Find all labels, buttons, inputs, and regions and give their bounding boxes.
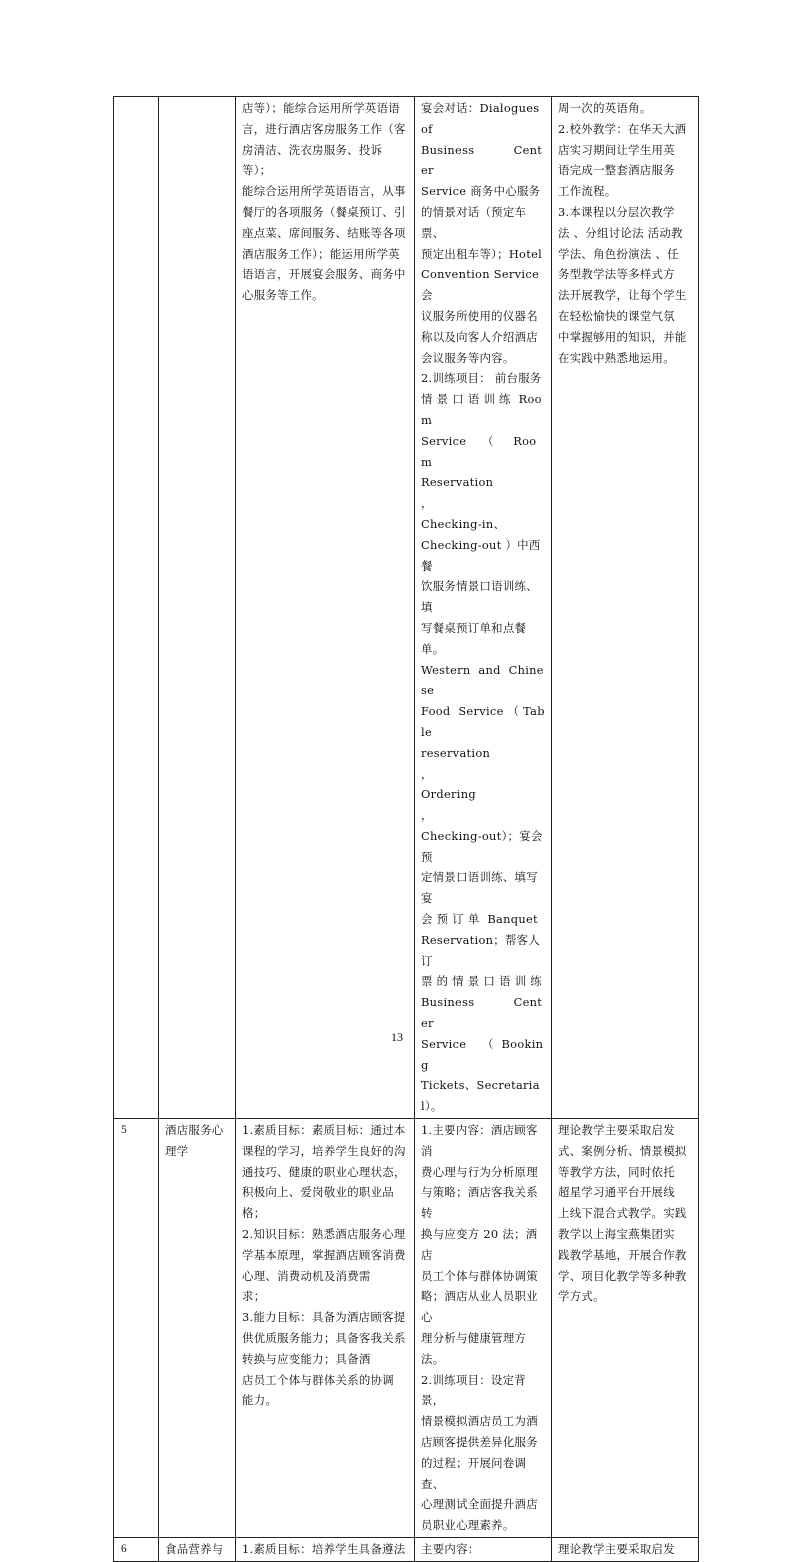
cell-course — [159, 97, 236, 1119]
methods-line: 2.校外教学：在华天大酒 — [558, 121, 687, 136]
objectives-line: 课程的学习，培养学生良好的沟 — [242, 1143, 406, 1158]
content-line: 情景模拟酒店员工为酒 — [421, 1414, 538, 1429]
content-line: 主要内容： — [421, 1541, 480, 1556]
methods-line: 学方式。 — [558, 1289, 605, 1304]
objectives-line: 心服务等工作。 — [242, 288, 324, 303]
cell-content — [415, 97, 552, 1119]
cell-objectives — [236, 1537, 415, 1561]
objectives-line: 积极向上、爱岗敬业的职业品 — [242, 1185, 394, 1200]
cell-objectives — [236, 97, 415, 1119]
content-line: 票 的 情 景 口 语 训 练 — [421, 974, 542, 989]
content-line: 议服务所使用的仪器名 — [421, 308, 538, 323]
methods-line: 周一次的英语角。 — [558, 101, 652, 115]
methods-line: 学、项目化教学等多种教 — [558, 1268, 687, 1283]
table-body — [114, 97, 699, 1562]
content-line: 2.训练项目：设定背景， — [421, 1372, 526, 1408]
content-line: 员工个体与群体协调策 — [421, 1268, 538, 1283]
content-line: Food Service （ Table — [421, 704, 545, 739]
content-line: Service （ Booking — [421, 1036, 544, 1072]
objectives-line: 3.能力目标：具备为酒店顾客提 — [242, 1310, 406, 1325]
content-line: 的情景对话（预定车票、 — [421, 204, 527, 240]
content-line: 的过程；开展问卷调查、 — [421, 1455, 527, 1491]
content-line: Reservation ， — [421, 475, 541, 511]
content-line: Reservation；帮客人订 — [421, 932, 541, 968]
objectives-line: 学基本原理，掌握酒店顾客消费 — [242, 1247, 406, 1262]
objectives-line: 座点菜、席间服务、结账等各项 — [242, 225, 406, 240]
cell-num: 6 — [114, 1537, 159, 1561]
content-line: 会议服务等内容。 — [421, 350, 515, 365]
objectives-line: 能力。 — [242, 1393, 278, 1408]
methods-line: 语完成一整套酒店服务 — [558, 163, 675, 178]
content-line: 2.训练项目： 前台服务 — [421, 371, 542, 386]
content-line: Checking-in、 — [421, 516, 506, 531]
methods-line: 法开展教学，让每个学生 — [558, 288, 687, 303]
content-line: reservation ， — [421, 745, 538, 781]
content-line: 称以及向客人介绍酒店 — [421, 329, 538, 344]
content-line: Business Center — [421, 995, 543, 1031]
content-line: Western and Chinese — [421, 662, 544, 698]
methods-line: 等教学方法，同时依托 — [558, 1164, 675, 1179]
content-line: Convention Service 会 — [421, 267, 543, 303]
content-line: 换与应变方 20 法；酒店 — [421, 1227, 538, 1262]
content-line: 店顾客提供差异化服务 — [421, 1435, 538, 1449]
content-line: Tickets、Secretarial）。 — [421, 1078, 540, 1114]
objectives-line: 店员工个体与群体关系的协调 — [242, 1372, 394, 1387]
methods-line: 上线下混合式教学。实践 — [558, 1206, 687, 1221]
methods-line: 超星学习通平台开展线 — [558, 1185, 675, 1200]
table-row — [114, 97, 699, 1119]
content-line: 会 预 订 单 Banquet — [421, 912, 538, 927]
methods-line: 学法、角色扮演法 、任 — [558, 246, 679, 261]
cell-methods — [552, 1119, 699, 1538]
content-line: 理分析与健康管理方法。 — [421, 1331, 527, 1366]
objectives-line: 格； — [242, 1206, 266, 1221]
objectives-line: 供优质服务能力；具备客我关系 — [242, 1331, 406, 1346]
cell-methods — [552, 97, 699, 1119]
objectives-line: 言，进行酒店客房服务工作（客 — [242, 121, 406, 136]
content-line: 情 景 口 语 训 练 Room — [421, 392, 542, 427]
objectives-line: 通技巧、健康的职业心理状态， — [242, 1164, 406, 1179]
table-row — [114, 1537, 699, 1561]
content-line: Ordering ， — [421, 787, 535, 823]
cell-course — [159, 1537, 236, 1561]
content-line: 1.主要内容：酒店顾客消 — [421, 1123, 538, 1158]
methods-line: 法 、分组讨论法 活动教 — [558, 225, 683, 240]
content-line: 预定出租车等）；Hotel — [421, 246, 543, 261]
methods-line: 3.本课程以分层次教学 — [558, 204, 675, 219]
methods-line: 在实践中熟悉地运用。 — [558, 350, 675, 365]
content-line: Checking-out）；宴会预 — [421, 828, 543, 864]
course-line: 酒店服务心 — [165, 1123, 224, 1138]
content-line: 费心理与行为分析原理 — [421, 1164, 538, 1179]
curriculum-table — [113, 96, 699, 1562]
course-line: 食品营养与 — [165, 1541, 224, 1556]
content-line: 心理测试全面提升酒店 — [421, 1497, 538, 1512]
content-line: 饮服务情景口语训练、填 — [421, 579, 538, 615]
content-line: 员职业心理素养。 — [421, 1518, 515, 1533]
objectives-line: 心理、消费动机及消费需 — [242, 1268, 371, 1283]
content-line: 定情景口语训练、填写宴 — [421, 870, 538, 906]
methods-line: 店实习期间让学生用英 — [558, 142, 675, 157]
content-line: Service （ Room — [421, 433, 537, 469]
objectives-line: 语语言，开展宴会服务、商务中 — [242, 267, 406, 282]
objectives-line: 酒店服务工作）；能运用所学英 — [242, 246, 400, 261]
content-line: Service 商务中心服务 — [421, 184, 541, 199]
page-number: 13 — [391, 1030, 403, 1044]
cell-course — [159, 1119, 236, 1538]
methods-line: 在轻松愉快的课堂气氛 — [558, 308, 675, 323]
cell-objectives — [236, 1119, 415, 1538]
objectives-line: 转换与应变能力；具备酒 — [242, 1351, 371, 1366]
objectives-line: 2.知识目标：熟悉酒店服务心理 — [242, 1227, 406, 1242]
content-line: 略；酒店从业人员职业心 — [421, 1289, 538, 1325]
content-line: Checking-out ）中西餐 — [421, 537, 541, 573]
course-line: 理学 — [165, 1143, 189, 1158]
objectives-line: 求； — [242, 1289, 266, 1304]
methods-line: 务型教学法等多样式方 — [558, 267, 675, 282]
objectives-line: 店等）；能综合运用所学英语语 — [242, 101, 400, 115]
content-line: 与策略；酒店客我关系转 — [421, 1185, 538, 1221]
content-line: 写餐桌预订单和点餐单。 — [421, 620, 527, 656]
methods-line: 践教学基地，开展合作教 — [558, 1247, 687, 1262]
methods-line: 教学以上海宝燕集团实 — [558, 1227, 675, 1242]
methods-line: 中掌握够用的知识，并能 — [558, 329, 687, 344]
methods-line: 理论教学主要采取启发 — [558, 1541, 675, 1556]
methods-line: 理论教学主要采取启发 — [558, 1123, 675, 1138]
methods-line: 式、案例分析、情景模拟 — [558, 1143, 687, 1158]
table-row — [114, 1119, 699, 1538]
cell-methods — [552, 1537, 699, 1561]
objectives-line: 1.素质目标：培养学生具备遵法 — [242, 1541, 406, 1556]
methods-line: 工作流程。 — [558, 184, 617, 199]
objectives-line: 1.素质目标：素质目标：通过本 — [242, 1123, 406, 1138]
content-line: Business Center — [421, 142, 543, 178]
cell-content — [415, 1119, 552, 1538]
objectives-line: 餐厅的各项服务（餐桌预订、引 — [242, 204, 406, 219]
content-line: 宴会对话：Dialogues of — [421, 101, 544, 136]
cell-num: 5 — [114, 1119, 159, 1538]
cell-num — [114, 97, 159, 1119]
objectives-line: 房清洁、洗衣房服务、投诉等）； — [242, 142, 383, 178]
objectives-line: 能综合运用所学英语语言，从事 — [242, 184, 406, 199]
cell-content — [415, 1537, 552, 1561]
